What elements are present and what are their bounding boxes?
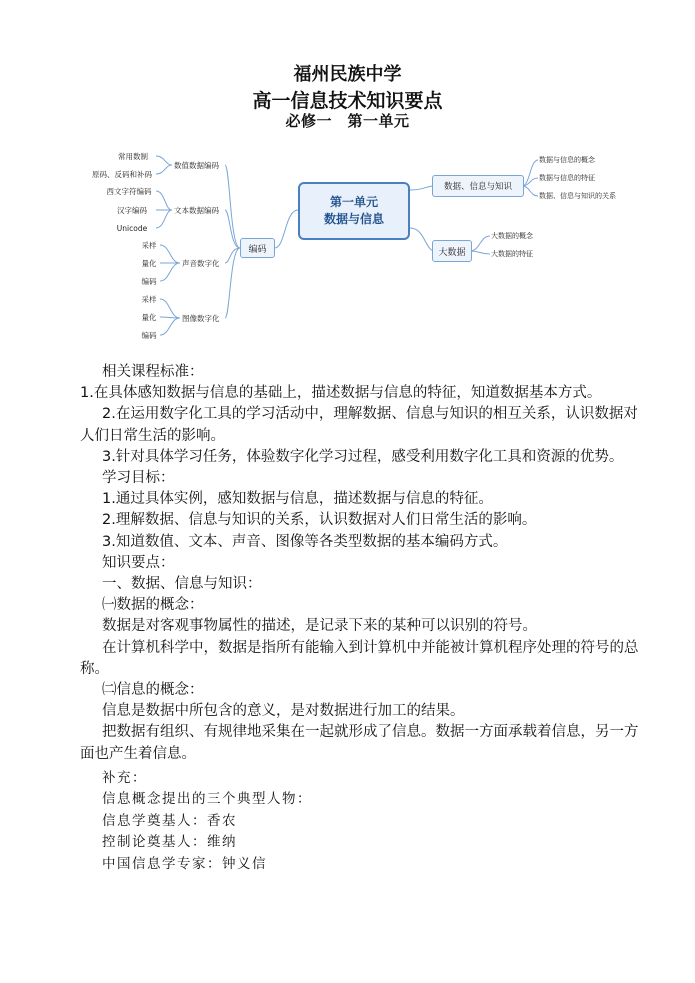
document-body — [80, 362, 642, 875]
leaf-audio-quantization: 量化 — [141, 258, 157, 268]
subsection-info-concept: ㈡信息的概念： — [102, 682, 204, 699]
branch-text-encoding: 文本数据编码 — [174, 205, 219, 215]
goal-item: 3.知道数值、文本、声音、图像等各类型数据的基本编码方式。 — [102, 533, 508, 550]
branch-big-data: 大数据 — [432, 240, 472, 262]
supplement-line: 信息学奠基人：香农 — [102, 812, 237, 829]
branch-audio-digitization: 声音数字化 — [182, 258, 220, 268]
points-heading: 知识要点： — [102, 554, 175, 571]
leaf-number-systems: 常用数制 — [118, 151, 148, 161]
branch-image-digitization: 图像数字化 — [182, 313, 220, 323]
standard-item: 1.在具体感知数据与信息的基础上，描述数据与信息的特征，知道数据基本方式。 — [80, 385, 602, 402]
leaf-data-info-knowledge-relation: 数据、信息与知识的关系 — [539, 192, 616, 200]
mindmap-encoding: 编码 — [240, 238, 275, 258]
goal-item: 2.理解数据、信息与知识的关系，认识数据对人们日常生活的影响。 — [102, 512, 537, 529]
leaf-big-data-concept: 大数据的概念 — [491, 232, 533, 240]
goal-item: 1.通过具体实例，感知数据与信息，描述数据与信息的特征。 — [102, 491, 493, 508]
leaf-image-quantization: 量化 — [141, 312, 157, 322]
leaf-audio-sampling: 采样 — [141, 240, 157, 250]
school-name: 福州民族中学 — [293, 64, 402, 85]
center-line-2: 数据与信息 — [323, 212, 384, 226]
leaf-western-char-encoding: 西文字符编码 — [106, 186, 152, 196]
leaf-complement-codes: 原码、反码和补码 — [92, 169, 152, 179]
leaf-unicode: Unicode — [116, 223, 148, 233]
leaf-image-encoding: 编码 — [141, 330, 157, 340]
leaf-chinese-char-encoding: 汉字编码 — [117, 205, 147, 215]
page-subtitle: 必修一 第一单元 — [285, 112, 410, 130]
info-definition: 信息是数据中所包含的意义，是对数据进行加工的结果。 — [102, 703, 465, 720]
standard-item: 2.在运用数字化工具的学习活动中，理解数据、信息与知识的相互关系，认识数据对人们日常生活的影响。 — [80, 406, 638, 444]
goals-heading: 学习目标： — [102, 470, 175, 487]
supplement-line: 中国信息学专家：钟义信 — [102, 855, 267, 872]
leaf-data-info-features: 数据与信息的特征 — [539, 174, 595, 182]
mind-map — [80, 148, 640, 348]
page-title: 高一信息技术知识要点 — [252, 90, 443, 112]
supplement-block — [102, 768, 642, 876]
leaf-data-info-concept: 数据与信息的概念 — [539, 156, 595, 164]
supplement-heading: 补充： — [102, 769, 147, 786]
leaf-audio-encoding: 编码 — [141, 276, 157, 286]
mindmap-center — [298, 182, 410, 240]
leaf-image-sampling: 采样 — [141, 294, 157, 304]
branch-data-info-knowledge: 数据、信息与知识 — [432, 175, 524, 197]
supplement-line: 控制论奠基人：维纳 — [102, 834, 237, 851]
center-line-1: 第一单元 — [329, 195, 378, 209]
supplement-line: 信息概念提出的三个典型人物： — [102, 791, 312, 808]
info-formation: 把数据有组织、有规律地采集在一起就形成了信息。数据一方面承载着信息，另一方面也产生着信息。 — [80, 724, 639, 762]
subsection-data-concept: ㈠数据的概念： — [102, 597, 204, 614]
data-definition: 数据是对客观事物属性的描述，是记录下来的某种可以识别的符号。 — [102, 618, 537, 635]
data-definition-cs: 在计算机科学中，数据是指所有能输入到计算机中并能被计算机程序处理的符号的总称。 — [80, 639, 639, 677]
leaf-big-data-features: 大数据的特征 — [491, 250, 533, 258]
standards-heading: 相关课程标准： — [102, 364, 204, 380]
standard-item: 3.针对具体学习任务，体验数字化学习过程，感受利用数字化工具和资源的优势。 — [102, 448, 624, 465]
section-heading: 一、数据、信息与知识： — [102, 576, 262, 593]
branch-numeric-encoding: 数值数据编码 — [174, 160, 219, 170]
